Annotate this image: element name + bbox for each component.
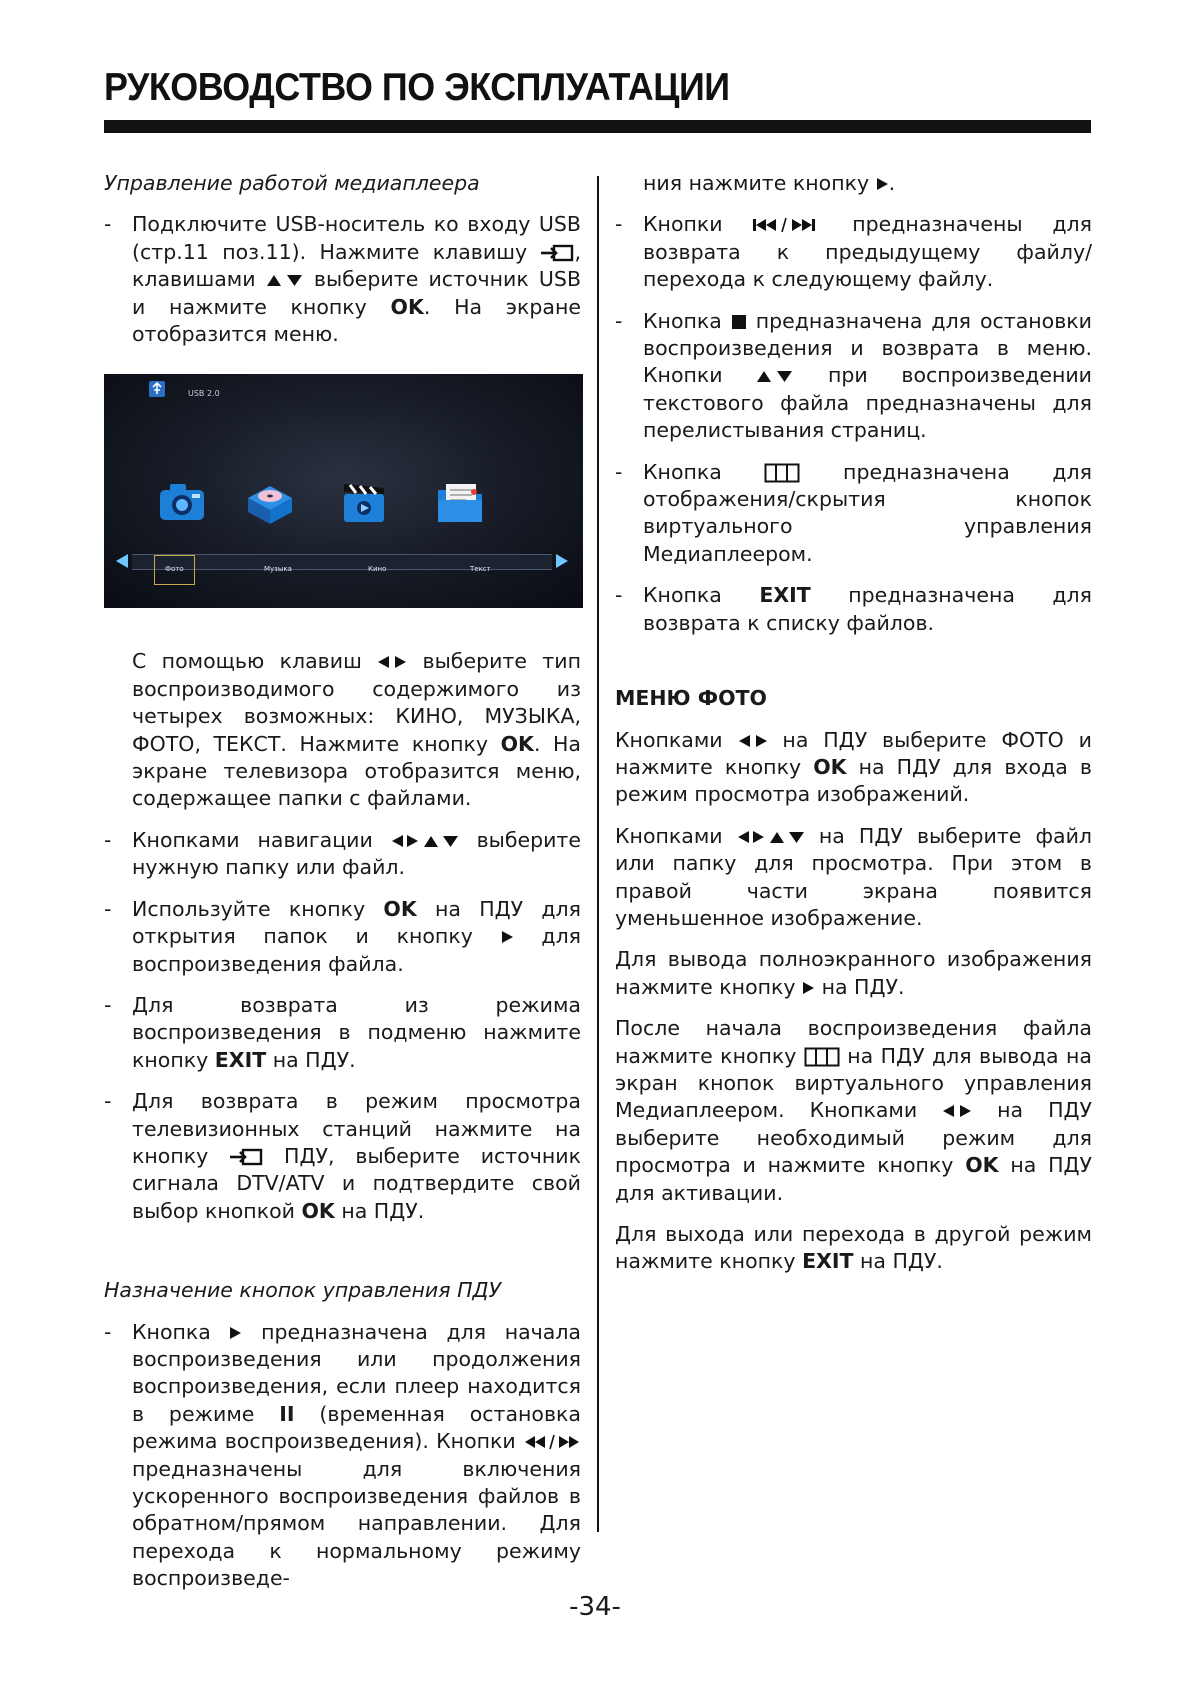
pause-symbol: II	[279, 1401, 295, 1426]
rewind-forward-icon	[523, 1434, 581, 1450]
virtual-controls-icon	[804, 1047, 840, 1067]
page-title: РУКОВОДСТВО ПО ЭКСПЛУАТАЦИИ	[104, 66, 730, 109]
menu-tab-photo[interactable]: Фото	[154, 555, 195, 584]
play-icon	[802, 981, 815, 995]
remote-buttons-heading: Назначение кнопок управления ПДУ	[104, 1278, 501, 1303]
photo-paragraph-3: Для вывода полноэкранного изображения нажмите кнопку на ПДУ.	[615, 947, 1092, 999]
usb-source-label: USB 2.0	[188, 389, 220, 399]
play-icon	[876, 177, 889, 191]
list-item-exit: - Для возврата из режима воспроизведения в подменю нажмите кнопку EXIT на ПДУ.	[104, 992, 581, 1072]
photo-camera-icon[interactable]	[156, 478, 208, 526]
menu-tab-movie[interactable]: Кино	[368, 565, 387, 574]
media-player-heading: Управление работой медиаплеера	[104, 171, 480, 195]
list-item-stop: - Кнопка предназначена для остановки воспроизведения и возврата в меню. Кнопки при воспроизведении текстового файла предназначены для перелистывания страниц.	[615, 308, 1092, 443]
list-item-usb: - Подключите USB-носитель ко входу USB (стр.11 поз.11). Нажмите клавишу , клавишами выберите источник USB и нажмите кнопку OK. На экране отобразится меню.	[104, 212, 582, 347]
left-column	[104, 170, 581, 1607]
menu-tab-text[interactable]: Текст	[470, 565, 491, 574]
right-column	[615, 170, 1092, 1290]
photo-paragraph-1: Кнопками на ПДУ выберите ФОТО и нажмите кнопку OK на ПДУ для входа в режим просмотра изображений.	[615, 727, 1092, 807]
up-down-arrows-icon	[266, 273, 304, 287]
movie-clapper-icon[interactable]	[338, 478, 390, 526]
photo-paragraph-4: После начала воспроизведения файла нажмите кнопку на ПДУ для вывода на экран кнопок виртуального управления Медиаплеером. Кнопками на ПДУ выберите необходимый режим для просмотра и нажмите кнопку OK на ПДУ для активации.	[615, 1016, 1092, 1205]
list-item-tv-return: - Для возврата в режим просмотра телевизионных станций нажмите на кнопку ПДУ, выберите источник сигнала DTV/ATV и подтвердите свой выбор кнопкой OK на ПДУ.	[104, 1089, 582, 1223]
list-item-prev-next: - Кнопки предназначены для возврата к предыдущему файлу/переходa к следующему файлу.	[615, 212, 1092, 292]
prev-next-icon	[752, 217, 822, 233]
list-item-ok: - Используйте кнопку OK на ПДУ для открытия папок и кнопку для воспроизведения файла.	[104, 896, 582, 976]
list-item-navigation: - Кнопками навигации выберите нужную папку или файл.	[104, 827, 581, 880]
navigation-arrows-icon	[391, 834, 459, 848]
left-right-arrows-icon	[377, 655, 407, 669]
virtual-controls-icon	[764, 463, 800, 483]
continuation-paragraph: ния нажмите кнопку .	[643, 171, 896, 195]
up-down-arrows-icon	[756, 369, 794, 383]
menu-scroll-left-icon[interactable]	[116, 554, 128, 568]
list-item-play: - Кнопка предназначена для начала воспроизведения или продолжения воспроизведения, если плеер находится в режиме II (временная остановка режима воспроизведения). Кнопки предназначены для включения ускоренного воспроизведения файлов в обратном/прямом направлении. Для перехода к нормальному режиму воспроизведе-	[104, 1319, 581, 1591]
usb-icon	[148, 380, 166, 398]
input-source-icon	[540, 244, 574, 262]
navigation-arrows-icon	[737, 830, 805, 844]
play-icon	[501, 930, 514, 944]
select-type-paragraph: С помощью клавиш выберите тип воспроизводимого содержимого из четырех возможных: КИНО, МУЗЫКА, ФОТО, ТЕКСТ. Нажмите кнопку OK. На экране телевизора отобразится меню, содержащее папки с файлами.	[132, 649, 581, 811]
input-source-icon	[229, 1148, 263, 1166]
column-divider	[597, 176, 599, 1532]
menu-scroll-right-icon[interactable]	[556, 554, 568, 568]
music-disc-icon[interactable]	[244, 478, 296, 526]
page-number: -34-	[569, 1592, 621, 1622]
stop-icon	[731, 314, 747, 330]
left-right-arrows-icon	[738, 734, 768, 748]
media-menu-screenshot	[104, 374, 583, 608]
photo-paragraph-5: Для выхода или перехода в другой режим нажмите кнопку EXIT на ПДУ.	[615, 1222, 1092, 1274]
text-folder-icon[interactable]	[434, 478, 486, 526]
menu-tab-music[interactable]: Музыка	[264, 565, 292, 574]
left-right-arrows-icon	[942, 1104, 972, 1118]
header-rule	[104, 120, 1091, 133]
play-icon	[229, 1326, 242, 1340]
photo-paragraph-2: Кнопками на ПДУ выберите файл или папку для просмотра. При этом в правой части экрана появится уменьшенное изображение.	[615, 823, 1092, 930]
photo-menu-heading: МЕНЮ ФОТО	[615, 686, 767, 711]
list-item-osd: - Кнопка предназначена для отображения/скрытия кнопок виртуального управления Медиаплеером.	[615, 459, 1092, 566]
list-item-exit-list: - Кнопка EXIT предназначена для возврата к списку файлов.	[615, 583, 1092, 635]
